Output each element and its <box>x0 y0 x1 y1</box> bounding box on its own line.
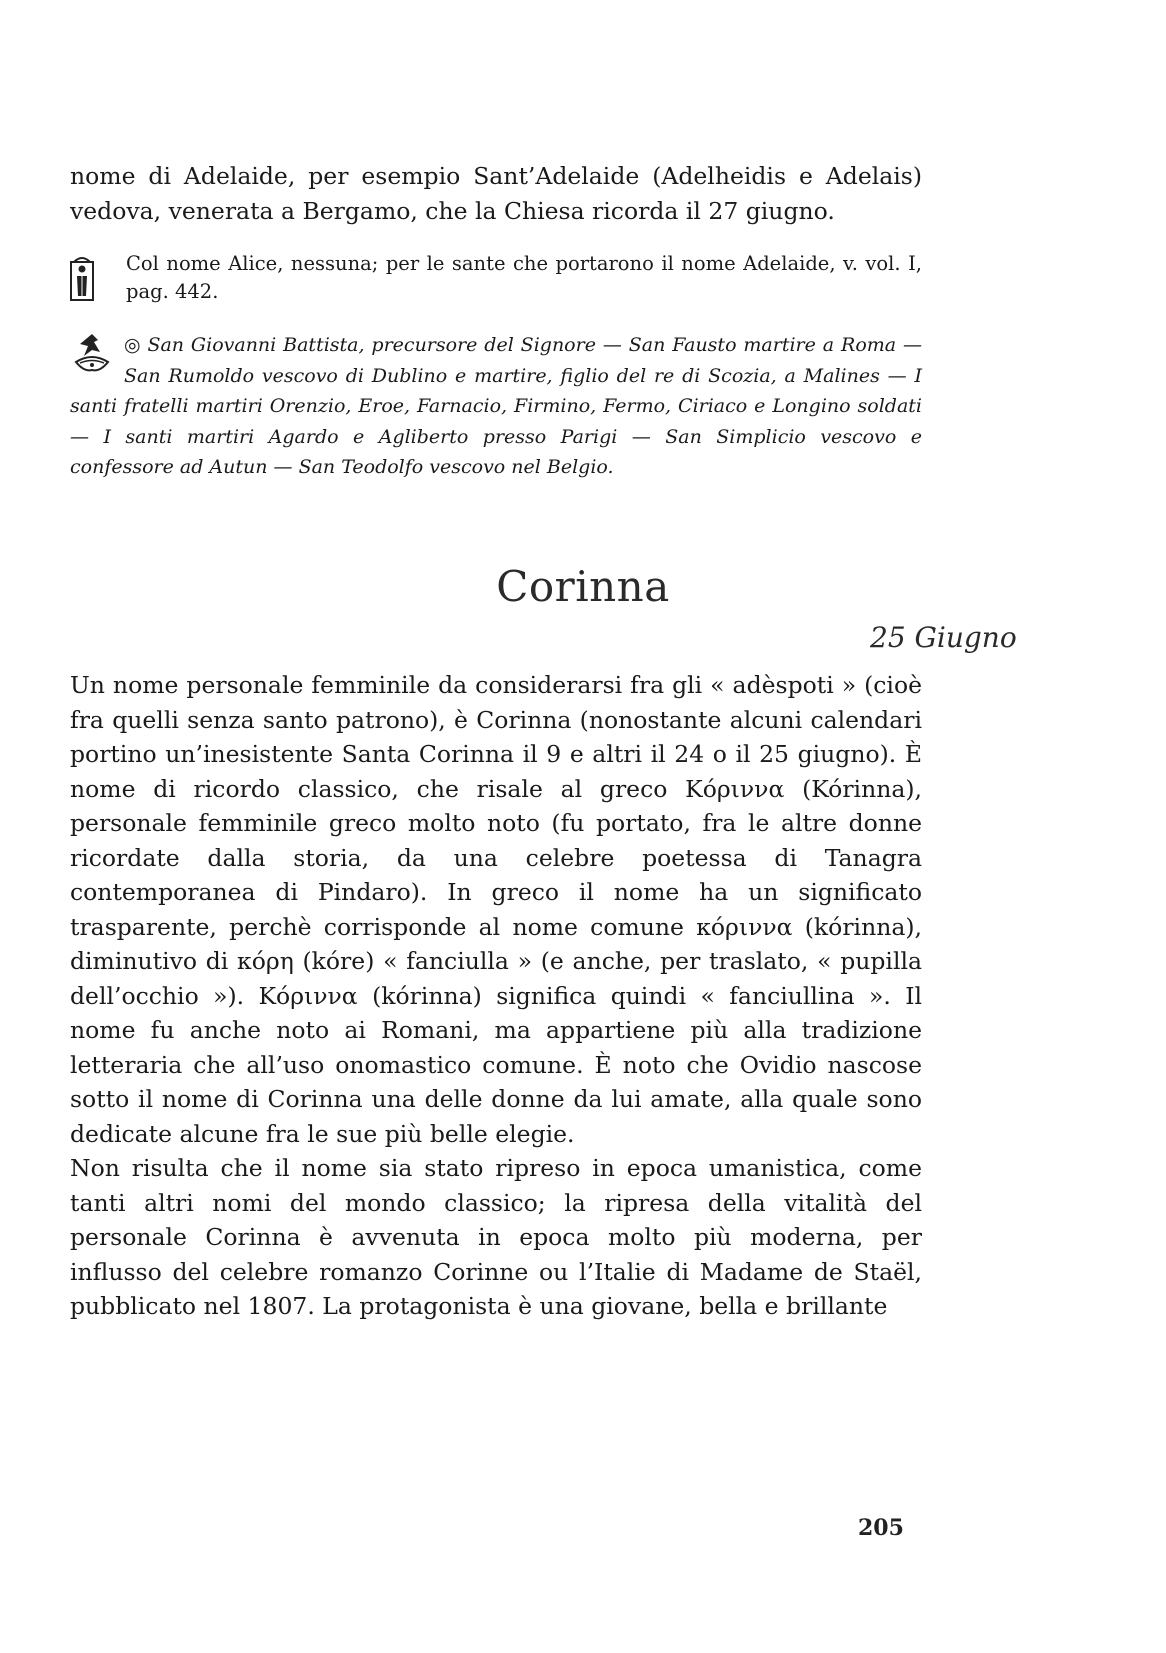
entry-title: Corinna <box>496 562 670 611</box>
entry-body <box>70 668 922 1324</box>
body-paragraph-1: Un nome personale femminile da considerarsi fra gli « adèspoti » (cioè fra quelli senza santo patrono), è Corinna (nonostante alcuni calendari portino un’inesistente Santa Corinna il 9 e altri il 24 o il 25 giugno). È nome di ricordo classico, che risale al greco Κόριννα (Kórinna), personale femminile greco molto noto (fu portato, fra le altre donne ricordate dalla storia, da una celebre poetessa di Tanagra contemporanea di Pindaro). In greco il nome ha un significato trasparente, perchè corrisponde al nome comune κόριννα (kórinna), diminutivo di κόρη (kóre) « fanciulla » (e anche, per traslato, « pupilla dell’occhio »). Κόριννα (kórinna) significa quindi « fanciullina ». Il nome fu anche noto ai Romani, ma appartiene più alla tradizione letteraria che all’uso onomastico comune. È noto che Ovidio nascose sotto il nome di Corinna una delle donne da lui amate, alla quale sono dedicate alcune fra le sue più belle elegie. <box>70 671 922 1148</box>
saint-figure-icon <box>70 254 94 302</box>
note-text: Col nome Alice, nessuna; per le sante che portarono il nome Adelaide, v. vol. I, pag. 442. <box>126 252 922 303</box>
intro-paragraph <box>70 159 922 229</box>
body-paragraph-2: Non risulta che il nome sia stato ripreso in epoca umanistica, come tanti altri nomi del mondo classico; la ripresa della vitalità del personale Corinna è avvenuta in epoca molto più moderna, per influsso del celebre romanzo Corinne ou l’Italie di Madame de Staël, pubblicato nel 1807. La protagonista è una giovane, bella e brillante <box>70 1154 922 1320</box>
note-block <box>70 250 922 308</box>
eagle-icon <box>70 332 114 378</box>
saints-text: San Giovanni Battista, precursore del Signore — San Fausto martire a Roma — San Rumoldo vescovo di Dublino e martire, figlio del re di Scozia, a Malines — I santi fratelli martiri Orenzio, Eroe, Farnacio, Firmino, Fermo, Ciriaco e Longino soldati — I santi martiri Agardo e Agliberto presso Parigi — San Simplicio vescovo e confessore ad Autun — San Teodolfo vescovo nel Belgio. <box>70 334 922 478</box>
intro-text: nome di Adelaide, per esempio Sant’Adelaide (Adelheidis e Adelais) vedova, venerata a Bergamo, che la Chiesa ricorda il 27 giugno. <box>70 162 922 225</box>
page-number: 205 <box>858 1515 904 1541</box>
saints-of-the-day <box>70 330 922 483</box>
entry-date: 25 Giugno <box>870 621 1017 654</box>
target-marker: ◎ <box>124 334 142 356</box>
